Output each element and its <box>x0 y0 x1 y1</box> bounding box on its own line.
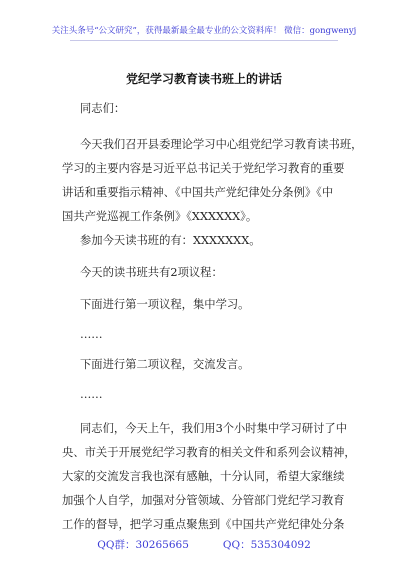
paragraph-line: 加强个人自学，加强对分管领域、分管部门党纪学习教育 <box>62 494 345 507</box>
header-divider <box>70 40 338 41</box>
agenda-item-2: 下面进行第二项议程，交流发言。 <box>80 358 250 371</box>
paragraph-line: 今天我们召开县委理论学习中心组党纪学习教育读书班， <box>80 138 363 151</box>
footer-qq: QQ：535304092 <box>222 539 311 551</box>
ellipsis: …… <box>80 388 103 401</box>
attendees-line: 参加今天读书班的有：XXXXXXX。 <box>80 234 261 247</box>
paragraph-line: 学习的主要内容是习近平总书记关于党纪学习教育的重要 <box>62 162 345 175</box>
page-header: 关注头条号“公文研究”，获得最新最全最专业的公文资料库！ 微信：gongwenyj <box>51 26 357 36</box>
page-footer <box>0 537 408 552</box>
paragraph-line: 央、市关于开展党纪学习教育的相关文件和系列会议精神， <box>62 446 356 459</box>
paragraph-line: 同志们，今天上午，我们用3个小时集中学习研讨了中 <box>80 422 348 435</box>
paragraph-line: 讲话和重要指示精神、《中国共产党纪律处分条例》《中 <box>62 186 334 199</box>
agenda-line: 今天的读书班共有2项议程： <box>80 266 223 279</box>
salutation: 同志们： <box>80 102 126 115</box>
agenda-item-1: 下面进行第一项议程，集中学习。 <box>80 298 250 311</box>
paragraph-line: 工作的督导，把学习重点聚焦到《中国共产党纪律处分条 <box>62 518 345 531</box>
paragraph-line: 国共产党巡视工作条例》《XXXXXX》。 <box>62 210 258 223</box>
footer-qq-group: QQ群：30265665 <box>97 539 189 551</box>
ellipsis: …… <box>80 328 103 341</box>
document-title: 党纪学习教育读书班上的讲话 <box>125 72 282 86</box>
paragraph-line: 大家的交流发言我也深有感触，十分认同，希望大家继续 <box>62 470 345 483</box>
